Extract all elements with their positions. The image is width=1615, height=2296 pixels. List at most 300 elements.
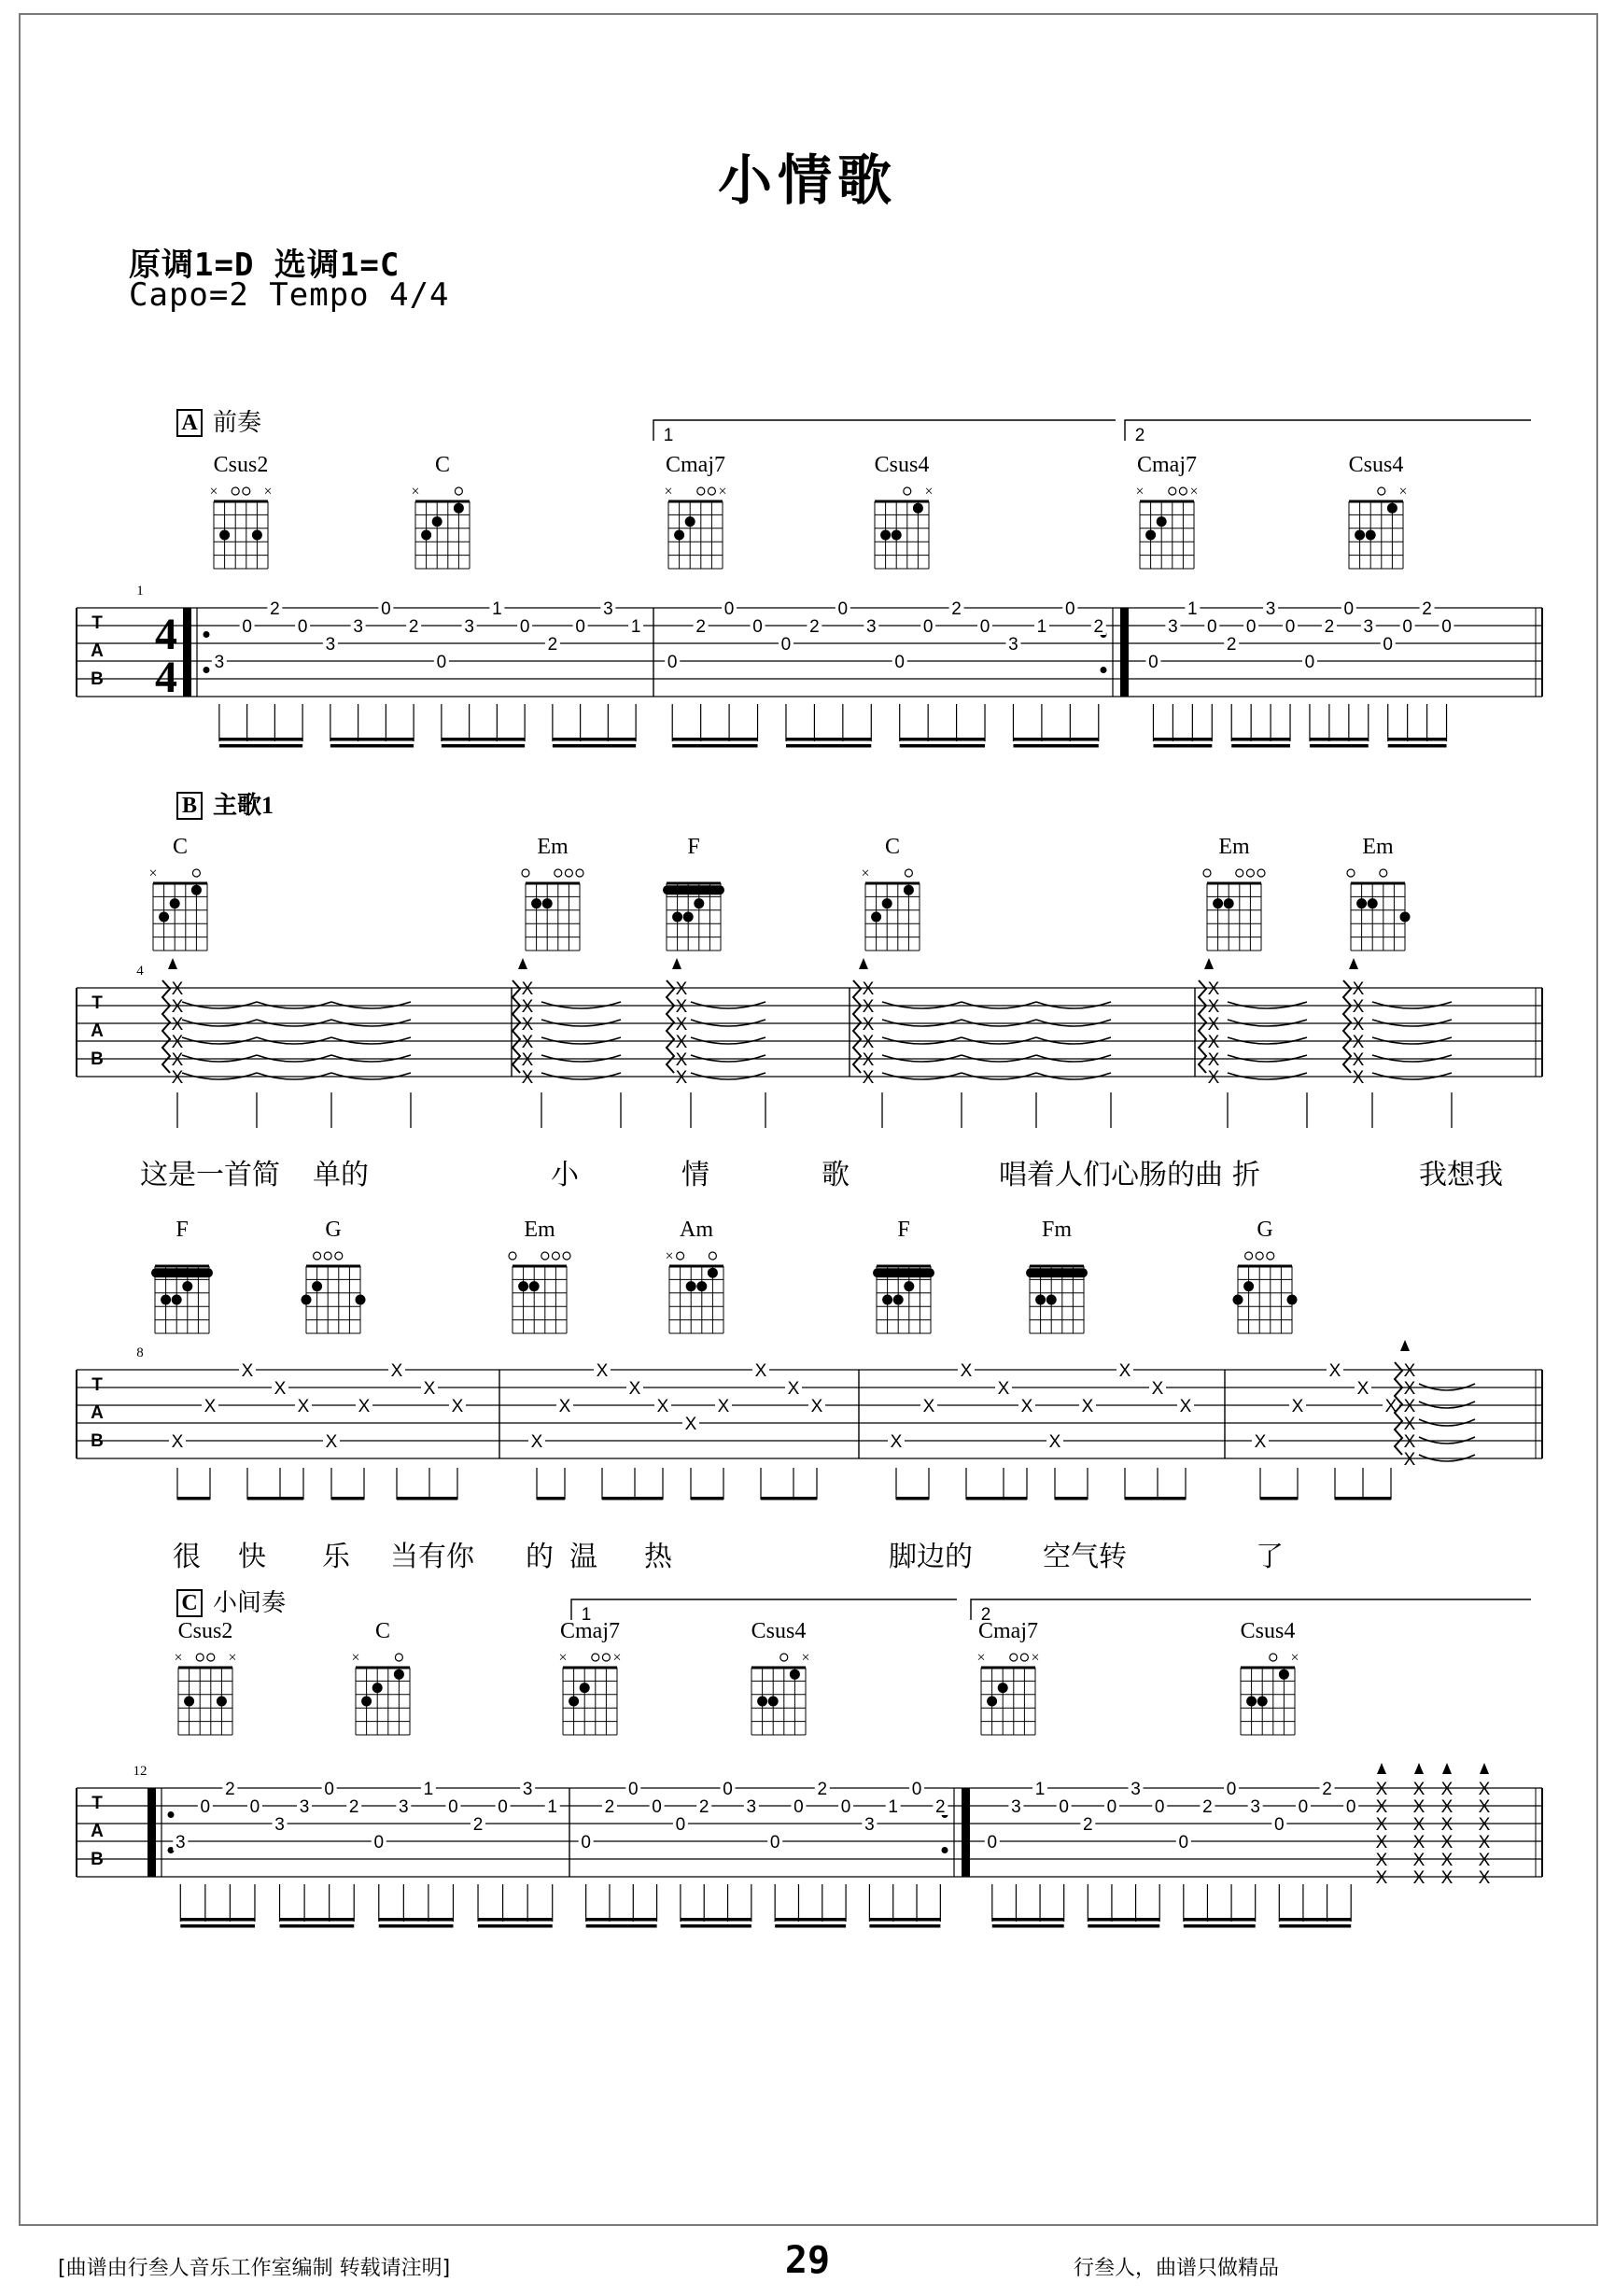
tab-fret-number: 0 bbox=[1059, 1797, 1069, 1817]
strum-x-mark: X bbox=[1440, 1833, 1454, 1852]
strum-x-mark: X bbox=[521, 1050, 534, 1070]
tab-fret-number: 2 bbox=[809, 617, 820, 637]
footer-copyright: [曲谱由行叁人音乐工作室编制 转载请注明] bbox=[58, 2257, 451, 2280]
open-mark bbox=[677, 1252, 684, 1260]
finger-dot bbox=[871, 912, 881, 923]
mute-mark: × bbox=[801, 1650, 810, 1666]
note-beam bbox=[1088, 1918, 1159, 1922]
mute-mark: × bbox=[1398, 484, 1408, 500]
tab-fret-number: 3 bbox=[464, 617, 474, 637]
lyric-syllable: 乐 bbox=[322, 1541, 350, 1573]
chord-name: Em bbox=[1362, 835, 1394, 859]
finger-dot bbox=[312, 1281, 322, 1291]
tab-fret-number: 0 bbox=[652, 1797, 662, 1817]
repeat-thick-barline bbox=[1120, 608, 1129, 697]
finger-dot bbox=[1157, 516, 1167, 527]
muted-note-x: X bbox=[922, 1397, 935, 1416]
muted-note-x: X bbox=[171, 1432, 184, 1452]
open-mark bbox=[1256, 1252, 1263, 1260]
finger-dot bbox=[880, 530, 891, 541]
note-beam bbox=[992, 1918, 1064, 1922]
note-beam bbox=[672, 738, 757, 741]
note-beam bbox=[896, 1497, 929, 1500]
tab-fret-number: 3 bbox=[325, 635, 336, 655]
note-beam bbox=[1184, 1924, 1256, 1928]
note-beam bbox=[786, 738, 871, 741]
mute-mark: × bbox=[263, 484, 273, 500]
volta-bracket bbox=[571, 1599, 957, 1620]
open-mark bbox=[395, 1654, 402, 1661]
tab-fret-number: 0 bbox=[987, 1833, 998, 1852]
tab-fret-number: 2 bbox=[1202, 1797, 1213, 1817]
open-mark bbox=[576, 869, 583, 877]
finger-dot bbox=[531, 898, 541, 909]
finger-dot bbox=[1224, 898, 1234, 909]
note-beam bbox=[775, 1918, 846, 1922]
muted-note-x: X bbox=[204, 1397, 217, 1416]
tab-fret-number: 3 bbox=[1250, 1797, 1260, 1817]
tab-fret-number: 2 bbox=[472, 1815, 484, 1835]
finger-dot bbox=[913, 503, 923, 514]
tab-fret-number: 3 bbox=[1011, 1797, 1021, 1817]
muted-note-x: X bbox=[717, 1397, 730, 1416]
strum-arrow-icon bbox=[168, 958, 177, 969]
open-mark bbox=[1380, 869, 1387, 877]
tab-fret-number: 0 bbox=[979, 617, 990, 637]
section-name: 前奏 bbox=[213, 409, 262, 436]
open-mark bbox=[243, 487, 250, 495]
finger-dot bbox=[1246, 1697, 1257, 1707]
tab-clef-letter: B bbox=[91, 1049, 104, 1069]
strum-x-mark: X bbox=[521, 1033, 534, 1052]
open-mark bbox=[1020, 1654, 1028, 1661]
strum-x-mark: X bbox=[521, 1068, 534, 1088]
strum-arrow-icon bbox=[672, 958, 681, 969]
strum-arrow-icon bbox=[1204, 958, 1214, 969]
tab-fret-number: 0 bbox=[581, 1833, 591, 1852]
finger-dot bbox=[674, 530, 684, 541]
tab-fret-number: 1 bbox=[630, 617, 641, 637]
finger-dot bbox=[696, 1281, 707, 1291]
chord-diagram bbox=[1349, 453, 1408, 569]
finger-dot bbox=[1233, 1295, 1243, 1305]
finger-dot bbox=[580, 1683, 590, 1693]
note-beam bbox=[330, 738, 414, 741]
open-mark bbox=[565, 869, 572, 877]
chord-name: Em bbox=[1218, 835, 1250, 859]
chord-diagram bbox=[209, 453, 272, 569]
chord-diagram bbox=[875, 453, 934, 569]
finger-dot bbox=[987, 1697, 997, 1707]
strum-arrow-icon bbox=[1414, 1763, 1424, 1774]
chord-diagram bbox=[1233, 1218, 1298, 1333]
muted-note-x: X bbox=[1020, 1397, 1033, 1416]
tab-clef-letter: B bbox=[91, 669, 104, 689]
chord-name: F bbox=[687, 835, 700, 859]
finger-dot bbox=[1400, 912, 1411, 923]
chord-diagram bbox=[522, 835, 583, 951]
strum-x-mark: X bbox=[1352, 1033, 1365, 1052]
lyric-syllable: 我想我 bbox=[1419, 1159, 1503, 1191]
chord-barre bbox=[1026, 1268, 1088, 1277]
tab-fret-number: 2 bbox=[547, 635, 558, 655]
section-letter: A bbox=[181, 411, 198, 435]
tab-clef-letter: A bbox=[91, 641, 104, 661]
volta-number: 1 bbox=[663, 426, 674, 445]
tab-fret-number: 0 bbox=[1343, 599, 1355, 619]
open-mark bbox=[1203, 869, 1211, 877]
chord-diagram bbox=[1135, 453, 1198, 569]
tab-fret-number: 0 bbox=[200, 1797, 211, 1817]
finger-dot bbox=[569, 1697, 579, 1707]
tab-fret-number: 0 bbox=[723, 1780, 733, 1799]
mute-mark: × bbox=[1189, 484, 1199, 500]
strum-x-mark: X bbox=[1440, 1797, 1454, 1817]
tab-fret-number: 3 bbox=[299, 1797, 310, 1817]
strum-x-mark: X bbox=[1207, 997, 1220, 1017]
note-beam bbox=[379, 1924, 454, 1928]
open-mark bbox=[563, 1252, 570, 1260]
chord-name: Csus4 bbox=[1348, 453, 1404, 477]
strum-x-mark: X bbox=[1403, 1379, 1416, 1399]
mute-mark: × bbox=[664, 484, 673, 500]
tab-fret-number: 0 bbox=[242, 617, 252, 637]
tab-fret-number: 0 bbox=[922, 617, 934, 637]
muted-note-x: X bbox=[1151, 1379, 1164, 1399]
strum-x-mark: X bbox=[1412, 1833, 1425, 1852]
volta-number: 1 bbox=[581, 1605, 592, 1625]
strum-x-mark: X bbox=[1352, 1050, 1365, 1070]
note-beam bbox=[1153, 744, 1212, 748]
strum-x-mark: X bbox=[862, 997, 875, 1017]
strum-x-mark: X bbox=[675, 1015, 688, 1035]
finger-dot bbox=[882, 898, 892, 909]
muted-note-x: X bbox=[325, 1432, 338, 1452]
tab-fret-number: 0 bbox=[448, 1797, 458, 1817]
chord-name: Csus4 bbox=[751, 1619, 807, 1643]
open-mark bbox=[592, 1654, 599, 1661]
tab-fret-number: 0 bbox=[1274, 1815, 1285, 1835]
tab-fret-number: 2 bbox=[1226, 635, 1237, 655]
note-beam bbox=[1013, 738, 1098, 741]
note-beam bbox=[478, 1918, 553, 1922]
finger-dot bbox=[302, 1295, 312, 1305]
volta-number: 2 bbox=[1134, 426, 1145, 445]
tab-fret-number: 2 bbox=[604, 1797, 615, 1817]
time-signature-bottom: 4 bbox=[155, 653, 177, 702]
muted-note-x: X bbox=[1254, 1432, 1267, 1452]
strum-arrow-icon bbox=[1349, 958, 1358, 969]
strum-x-mark: X bbox=[1375, 1815, 1388, 1835]
note-beam bbox=[247, 1497, 303, 1500]
note-beam bbox=[478, 1924, 553, 1928]
tab-fret-number: 3 bbox=[522, 1780, 533, 1799]
tab-clef-letter: A bbox=[91, 1403, 104, 1423]
tab-fret-number: 0 bbox=[1206, 617, 1217, 637]
muted-note-x: X bbox=[1118, 1361, 1131, 1381]
strum-x-mark: X bbox=[1403, 1397, 1416, 1416]
open-mark bbox=[1245, 1252, 1253, 1260]
strum-x-mark: X bbox=[675, 997, 688, 1017]
mute-mark: × bbox=[976, 1650, 986, 1666]
strum-x-mark: X bbox=[521, 1015, 534, 1035]
note-beam bbox=[1184, 1918, 1256, 1922]
finger-dot bbox=[685, 516, 695, 527]
note-beam bbox=[180, 1918, 255, 1922]
measure-number: 8 bbox=[136, 1345, 144, 1360]
tab-fret-number: 3 bbox=[1168, 617, 1178, 637]
strum-x-mark: X bbox=[1207, 979, 1220, 999]
tab-fret-number: 3 bbox=[1008, 635, 1018, 655]
finger-dot bbox=[882, 1295, 892, 1305]
strum-x-mark: X bbox=[1207, 1033, 1220, 1052]
mute-mark: × bbox=[209, 484, 218, 500]
tab-fret-number: 2 bbox=[270, 599, 280, 619]
chord-diagram bbox=[148, 835, 207, 951]
chord-barre bbox=[151, 1268, 213, 1277]
open-mark bbox=[1270, 1654, 1277, 1661]
finger-dot bbox=[394, 1669, 404, 1680]
open-mark bbox=[1236, 869, 1243, 877]
mute-mark: × bbox=[861, 866, 870, 881]
mute-mark: × bbox=[1135, 484, 1145, 500]
muted-note-x: X bbox=[297, 1397, 310, 1416]
note-beam bbox=[869, 1918, 940, 1922]
note-beam bbox=[691, 1497, 723, 1500]
chord-name: Fm bbox=[1041, 1218, 1073, 1242]
tab-fret-number: 2 bbox=[348, 1797, 359, 1817]
note-beam bbox=[1231, 738, 1290, 741]
finger-dot bbox=[217, 1697, 227, 1707]
strum-x-mark: X bbox=[1412, 1797, 1425, 1817]
strum-x-mark: X bbox=[171, 1015, 184, 1035]
tab-fret-number: 0 bbox=[324, 1780, 334, 1799]
chord-diagram bbox=[873, 1218, 934, 1333]
lyric-syllable: 小 bbox=[551, 1159, 579, 1191]
muted-note-x: X bbox=[423, 1379, 436, 1399]
open-mark bbox=[455, 487, 462, 495]
finger-dot bbox=[542, 898, 553, 909]
strum-x-mark: X bbox=[1352, 997, 1365, 1017]
open-mark bbox=[1010, 1654, 1018, 1661]
lyric-syllable: 当有你 bbox=[390, 1541, 474, 1573]
lyric-syllable: 歌 bbox=[822, 1159, 850, 1191]
lyric-syllable: 脚边的 bbox=[889, 1541, 973, 1573]
strum-x-mark: X bbox=[862, 1015, 875, 1035]
mute-mark: × bbox=[174, 1650, 183, 1666]
note-beam bbox=[602, 1497, 663, 1500]
chord-diagram bbox=[558, 1619, 621, 1735]
chord-name: Em bbox=[524, 1218, 555, 1242]
tab-clef-letter: A bbox=[91, 1822, 104, 1841]
open-mark bbox=[314, 1252, 321, 1260]
note-beam bbox=[761, 1497, 817, 1500]
open-mark bbox=[509, 1252, 516, 1260]
strum-x-mark: X bbox=[675, 979, 688, 999]
tab-fret-number: 1 bbox=[1034, 1780, 1046, 1799]
repeat-dot bbox=[204, 631, 210, 638]
tab-fret-number: 0 bbox=[1345, 1797, 1356, 1817]
lyric-syllable: 的 bbox=[526, 1541, 554, 1573]
note-beam bbox=[180, 1924, 255, 1928]
tab-fret-number: 0 bbox=[1106, 1797, 1117, 1817]
strum-x-mark: X bbox=[1375, 1797, 1388, 1817]
mute-mark: × bbox=[148, 866, 158, 881]
chord-name: F bbox=[176, 1218, 189, 1242]
strum-arrow-icon bbox=[518, 958, 527, 969]
muted-note-x: X bbox=[684, 1415, 697, 1434]
tab-fret-number: 1 bbox=[888, 1797, 899, 1817]
strum-x-mark: X bbox=[1478, 1833, 1491, 1852]
note-beam bbox=[966, 1497, 1027, 1500]
section-name: 主歌1 bbox=[213, 792, 274, 819]
volta-bracket bbox=[971, 1599, 1531, 1620]
note-beam bbox=[1388, 744, 1447, 748]
chord-name: Cmaj7 bbox=[560, 1619, 620, 1643]
tab-fret-number: 0 bbox=[1304, 653, 1315, 672]
tab-fret-number: 0 bbox=[249, 1797, 260, 1817]
finger-dot bbox=[159, 912, 169, 923]
strum-x-mark: X bbox=[1412, 1851, 1425, 1870]
note-beam bbox=[1013, 744, 1098, 748]
note-beam bbox=[219, 744, 302, 748]
repeat-thick-barline bbox=[962, 1788, 970, 1877]
lyric-syllable: 快 bbox=[238, 1541, 266, 1573]
tab-fret-number: 0 bbox=[1065, 599, 1075, 619]
measure-number: 12 bbox=[133, 1764, 147, 1779]
muted-note-x: X bbox=[390, 1361, 403, 1381]
strum-x-mark: X bbox=[521, 979, 534, 999]
finger-dot bbox=[893, 1295, 904, 1305]
page-number: 29 bbox=[784, 2239, 831, 2282]
tab-fret-number: 0 bbox=[780, 635, 792, 655]
tab-fret-number: 1 bbox=[423, 1780, 434, 1799]
strum-x-mark: X bbox=[171, 979, 184, 999]
chord-diagram bbox=[1203, 835, 1265, 951]
note-beam bbox=[1335, 1497, 1391, 1500]
note-beam bbox=[1125, 1497, 1186, 1500]
finger-dot bbox=[356, 1295, 366, 1305]
tab-fret-number: 2 bbox=[1324, 617, 1335, 637]
strum-x-mark: X bbox=[171, 1068, 184, 1088]
lyric-syllable: 了 bbox=[1256, 1541, 1284, 1573]
tab-fret-number: 3 bbox=[1363, 617, 1374, 637]
muted-note-x: X bbox=[1048, 1432, 1061, 1452]
finger-dot bbox=[768, 1697, 779, 1707]
strum-x-mark: X bbox=[521, 997, 534, 1017]
open-mark bbox=[522, 869, 529, 877]
note-beam bbox=[775, 1924, 846, 1928]
finger-dot bbox=[904, 885, 914, 895]
measure-number: 1 bbox=[136, 584, 144, 599]
note-beam bbox=[330, 744, 414, 748]
tab-fret-number: 2 bbox=[1422, 599, 1432, 619]
tab-fret-number: 3 bbox=[353, 617, 363, 637]
chord-diagram bbox=[174, 1619, 236, 1735]
chord-barre bbox=[663, 885, 724, 894]
lyric-syllable: 热 bbox=[644, 1541, 672, 1573]
note-beam bbox=[900, 744, 985, 748]
muted-note-x: X bbox=[890, 1432, 903, 1452]
finger-dot bbox=[161, 1295, 171, 1305]
tab-fret-number: 1 bbox=[1187, 599, 1198, 619]
finger-dot bbox=[1046, 1295, 1057, 1305]
repeat-dot bbox=[1101, 667, 1107, 673]
note-beam bbox=[280, 1918, 355, 1922]
note-beam bbox=[553, 738, 636, 741]
strum-x-mark: X bbox=[1352, 1015, 1365, 1035]
mute-mark: × bbox=[718, 484, 727, 500]
strum-x-mark: X bbox=[862, 1033, 875, 1052]
chord-name: Csus4 bbox=[1240, 1619, 1296, 1643]
note-beam bbox=[1279, 1924, 1351, 1928]
tab-fret-number: 0 bbox=[1441, 617, 1452, 637]
mute-mark: × bbox=[665, 1248, 674, 1264]
muted-note-x: X bbox=[1384, 1397, 1397, 1416]
chord-name: Cmaj7 bbox=[1137, 453, 1197, 477]
strum-x-mark: X bbox=[1478, 1851, 1491, 1870]
mute-mark: × bbox=[1031, 1650, 1040, 1666]
strum-x-mark: X bbox=[171, 1050, 184, 1070]
note-beam bbox=[331, 1497, 364, 1500]
note-beam bbox=[681, 1924, 751, 1928]
muted-note-x: X bbox=[274, 1379, 287, 1399]
tab-fret-number: 3 bbox=[175, 1833, 186, 1852]
strum-x-mark: X bbox=[1412, 1780, 1425, 1799]
tab-clef-letter: T bbox=[91, 1794, 103, 1813]
note-beam bbox=[1279, 1918, 1351, 1922]
mute-mark: × bbox=[411, 484, 420, 500]
strum-x-mark: X bbox=[1478, 1780, 1491, 1799]
finger-dot bbox=[170, 898, 180, 909]
muted-note-x: X bbox=[1356, 1379, 1369, 1399]
chord-diagram bbox=[861, 835, 920, 951]
open-mark bbox=[555, 869, 562, 877]
strum-arrow-icon bbox=[859, 958, 868, 969]
muted-note-x: X bbox=[530, 1432, 543, 1452]
chord-name: Am bbox=[680, 1218, 713, 1242]
tab-clef-letter: T bbox=[91, 1375, 103, 1395]
strum-x-mark: X bbox=[1403, 1450, 1416, 1470]
repeat-thick-barline bbox=[183, 608, 191, 697]
tab-fret-number: 0 bbox=[769, 1833, 780, 1852]
finger-dot bbox=[191, 885, 202, 895]
note-beam bbox=[219, 738, 302, 741]
finger-dot bbox=[372, 1683, 383, 1693]
note-beam bbox=[1153, 738, 1212, 741]
strum-x-mark: X bbox=[675, 1050, 688, 1070]
chord-diagram bbox=[151, 1218, 213, 1333]
finger-dot bbox=[1355, 530, 1365, 541]
finger-dot bbox=[1213, 898, 1223, 909]
open-mark bbox=[708, 487, 715, 495]
measure-number: 4 bbox=[136, 964, 144, 979]
note-beam bbox=[586, 1924, 657, 1928]
strum-arrow-icon bbox=[1377, 1763, 1386, 1774]
chord-name: C bbox=[884, 835, 901, 859]
tab-fret-number: 3 bbox=[746, 1797, 757, 1817]
muted-note-x: X bbox=[997, 1379, 1010, 1399]
finger-dot bbox=[184, 1697, 194, 1707]
muted-note-x: X bbox=[1179, 1397, 1192, 1416]
note-beam bbox=[1088, 1924, 1159, 1928]
repeat-thick-barline bbox=[147, 1788, 156, 1877]
note-beam bbox=[442, 738, 525, 741]
tab-fret-number: 0 bbox=[793, 1797, 804, 1817]
open-mark bbox=[196, 1654, 204, 1661]
chord-name: C bbox=[172, 835, 189, 859]
tab-fret-number: 0 bbox=[894, 653, 906, 672]
